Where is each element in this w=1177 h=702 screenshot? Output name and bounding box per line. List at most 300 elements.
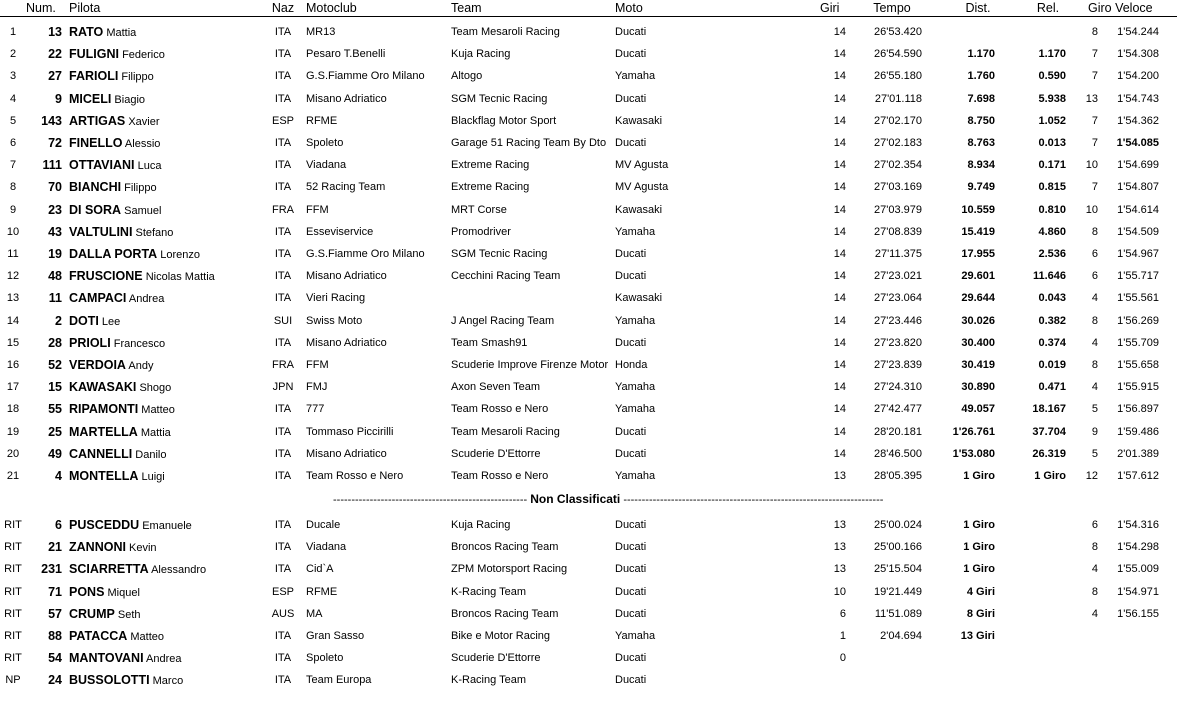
laps-cell: 10 [833, 585, 846, 598]
moto-cell: Ducati [615, 585, 647, 598]
gap-cell: 1.170 [967, 48, 995, 61]
gap-cell: 1.760 [967, 70, 995, 83]
position-cell: 13 [6, 292, 20, 305]
relative-gap-cell: 0.019 [1038, 359, 1066, 371]
result-row [0, 581, 1177, 603]
nationality-cell: ITA [274, 225, 292, 238]
moto-cell: Kawasaki [615, 114, 663, 127]
moto-cell: MV Agusta [615, 159, 669, 172]
fastest-lap-time: 1'56.269 [1117, 314, 1159, 327]
nationality-cell: ITA [274, 519, 292, 531]
rider-number: 70 [48, 180, 62, 195]
rider-number: 143 [41, 113, 62, 128]
team-cell: Blackflag Motor Sport [451, 114, 557, 127]
position-cell: RIT [4, 607, 22, 620]
rider-first-name: Seth [117, 608, 141, 621]
rider-number: 28 [48, 335, 62, 350]
laps-cell: 14 [833, 447, 846, 460]
fastest-lap-number: 8 [1091, 585, 1098, 598]
motoclub-cell: RFME [306, 585, 338, 598]
relative-gap-cell: 4.860 [1038, 225, 1066, 238]
rider-last-name: MARTELLA [69, 424, 138, 439]
fastest-lap-number: 4 [1091, 292, 1098, 305]
nationality-cell: ITA [274, 447, 292, 460]
non-classificati-separator [333, 489, 884, 509]
rider-number: 15 [48, 380, 62, 395]
result-row [0, 21, 1177, 43]
rider-first-name: Lee [101, 315, 121, 328]
rider-first-name: Andrea [146, 653, 182, 666]
fastest-lap-time: 1'56.155 [1117, 607, 1159, 620]
fastest-lap-number: 4 [1091, 607, 1098, 620]
result-row [0, 199, 1177, 221]
rider-name [69, 265, 269, 288]
header-dist: Dist. [965, 1, 991, 15]
laps-cell: 14 [833, 159, 846, 172]
nationality-cell: JPN [272, 381, 294, 394]
rider-name [69, 65, 269, 88]
time-cell: 19'21.449 [874, 585, 922, 598]
rider-name [69, 199, 269, 222]
position-cell: 6 [9, 137, 17, 149]
fastest-lap-time: 1'54.298 [1117, 541, 1159, 554]
laps-cell: 1 [839, 630, 846, 642]
rider-first-name: Federico [122, 49, 165, 62]
fastest-lap-number: 7 [1091, 181, 1098, 194]
rider-last-name: PATACCA [69, 629, 128, 643]
nationality-cell: ITA [274, 470, 292, 482]
result-row [0, 287, 1177, 309]
motoclub-cell: Viadana [306, 541, 347, 554]
moto-cell: Ducati [615, 541, 647, 554]
nationality-cell: ITA [274, 563, 292, 576]
rider-name [69, 398, 269, 421]
fastest-lap-time: 1'55.561 [1117, 292, 1159, 305]
fastest-lap-time: 1'54.614 [1117, 203, 1159, 216]
motoclub-cell: Tommaso Piccirilli [306, 425, 394, 438]
rider-name [69, 110, 269, 133]
motoclub-cell: FMJ [306, 381, 328, 394]
rider-number: 57 [48, 606, 62, 621]
team-cell: Scuderie Improve Firenze Motor [451, 359, 609, 371]
rider-number: 72 [48, 136, 62, 150]
fastest-lap-time: 1'54.509 [1117, 225, 1159, 238]
moto-cell: Ducati [615, 607, 647, 620]
rider-number: 25 [48, 424, 62, 439]
relative-gap-cell: 0.590 [1038, 70, 1066, 83]
result-row [0, 265, 1177, 287]
fastest-lap-number: 8 [1091, 26, 1098, 38]
time-cell: 27'02.183 [874, 137, 922, 149]
motoclub-cell: G.S.Fiamme Oro Milano [306, 70, 425, 83]
fastest-lap-time: 1'54.085 [1116, 137, 1159, 149]
team-cell: Scuderie D'Ettorre [451, 447, 541, 460]
rider-last-name: ARTIGAS [69, 113, 126, 128]
relative-gap-cell: 0.013 [1038, 137, 1066, 149]
nationality-cell: AUS [271, 607, 295, 620]
moto-cell: Ducati [615, 137, 647, 149]
gap-cell: 8.934 [967, 159, 995, 172]
motoclub-cell: Misano Adriatico [306, 270, 387, 283]
rider-last-name: RATO [69, 25, 104, 39]
motoclub-cell: FFM [306, 203, 329, 216]
rider-name [69, 176, 269, 199]
rider-first-name: Filippo [121, 71, 154, 84]
team-cell: Garage 51 Racing Team By Dto [451, 137, 607, 149]
rider-last-name: MANTOVANI [69, 651, 144, 666]
laps-cell: 14 [833, 292, 846, 305]
time-cell: 27'23.021 [874, 270, 922, 283]
motoclub-cell: Gran Sasso [306, 630, 365, 642]
laps-cell: 14 [833, 381, 846, 394]
moto-cell: Ducati [615, 48, 647, 61]
rider-last-name: PRIOLI [69, 335, 111, 350]
fastest-lap-time: 1'54.316 [1117, 519, 1159, 531]
team-cell: K-Racing Team [451, 585, 526, 598]
laps-cell: 14 [833, 225, 846, 238]
motoclub-cell: Swiss Moto [306, 314, 363, 327]
rider-number: 24 [48, 673, 62, 688]
gap-cell: 30.026 [961, 314, 995, 327]
nationality-cell: ITA [274, 292, 292, 305]
rider-name [69, 287, 269, 310]
fastest-lap-number: 12 [1085, 470, 1098, 482]
relative-gap-cell: 0.815 [1038, 181, 1066, 194]
rider-first-name: Matteo [141, 404, 175, 417]
rider-number: 27 [48, 69, 62, 84]
time-cell: 25'00.024 [874, 519, 922, 531]
moto-cell: Yamaha [615, 630, 656, 642]
rider-name [69, 43, 269, 66]
position-cell: 3 [9, 70, 17, 83]
fastest-lap-time: 1'54.699 [1117, 159, 1159, 172]
moto-cell: MV Agusta [615, 181, 669, 194]
moto-cell: Yamaha [615, 314, 656, 327]
rider-last-name: CAMPACI [69, 291, 127, 306]
motoclub-cell: FFM [306, 359, 329, 371]
rider-number: 43 [48, 224, 62, 239]
moto-cell: Ducati [615, 652, 647, 665]
rider-number: 23 [48, 202, 62, 217]
gap-cell: 8.750 [967, 114, 995, 127]
rider-number: 111 [42, 158, 62, 173]
nationality-cell: ITA [274, 248, 292, 260]
laps-cell: 14 [833, 425, 846, 438]
rider-name [69, 536, 269, 559]
rider-last-name: VALTULINI [69, 224, 133, 239]
position-cell: 11 [7, 248, 19, 260]
moto-cell: Yamaha [615, 225, 656, 238]
rider-first-name: Danilo [135, 448, 167, 461]
moto-cell: Ducati [615, 519, 647, 531]
rider-first-name: Xavier [128, 115, 160, 128]
header-moto: Moto [615, 1, 643, 15]
gap-cell: 1 Giro [963, 519, 995, 531]
rider-number: 52 [48, 358, 62, 372]
rider-first-name: Nicolas Mattia [145, 271, 215, 284]
rider-first-name: Alessio [124, 138, 161, 150]
rider-number: 19 [48, 247, 62, 261]
time-cell: 27'42.477 [874, 403, 922, 416]
rider-last-name: FINELLO [69, 136, 123, 150]
rider-last-name: FARIOLI [69, 69, 119, 84]
moto-cell: Yamaha [615, 470, 656, 482]
moto-cell: Ducati [615, 336, 647, 349]
result-row [0, 647, 1177, 669]
fastest-lap-time: 1'55.709 [1117, 336, 1159, 349]
moto-cell: Ducati [615, 563, 647, 576]
header-team: Team [451, 1, 482, 15]
laps-cell: 13 [833, 541, 846, 554]
fastest-lap-number: 7 [1091, 114, 1098, 127]
rider-name [69, 154, 269, 177]
nationality-cell: FRA [272, 359, 294, 371]
rider-number: 88 [48, 629, 62, 643]
relative-gap-cell: 1.052 [1038, 114, 1066, 127]
results-header [0, 0, 1177, 17]
rider-name [69, 21, 269, 44]
fastest-lap-number: 6 [1091, 519, 1098, 531]
result-row [0, 465, 1177, 487]
result-row [0, 110, 1177, 132]
rider-name [69, 132, 269, 155]
rider-last-name: PUSCEDDU [69, 518, 140, 532]
rider-last-name: MONTELLA [69, 469, 139, 483]
gap-cell: 8.763 [967, 137, 995, 149]
header-giri: Giri [820, 1, 840, 15]
team-cell: Team Smash91 [451, 336, 528, 349]
rider-first-name: Emanuele [142, 520, 192, 532]
result-row [0, 514, 1177, 536]
motoclub-cell: Pesaro T.Benelli [306, 48, 386, 61]
team-cell: Kuja Racing [451, 519, 511, 531]
header-num: Num. [26, 1, 56, 15]
position-cell: 12 [6, 270, 20, 283]
rider-name [69, 376, 269, 399]
laps-cell: 14 [833, 26, 846, 38]
team-cell: ZPM Motorsport Racing [451, 563, 568, 576]
relative-gap-cell: 18.167 [1032, 403, 1066, 416]
moto-cell: Ducati [615, 26, 647, 38]
time-cell: 27'02.354 [874, 159, 922, 172]
fastest-lap-number: 8 [1091, 541, 1098, 554]
rider-last-name: FULIGNI [69, 47, 119, 62]
motoclub-cell: Esseviservice [306, 225, 374, 238]
relative-gap-cell: 0.171 [1038, 159, 1066, 172]
separator-dashes-left: ----------------------------------------------------- [333, 494, 528, 506]
rider-number: 49 [48, 446, 62, 461]
rider-first-name: Luca [137, 160, 162, 173]
fastest-lap-number: 7 [1091, 70, 1098, 83]
time-cell: 11'51.089 [874, 607, 922, 620]
moto-cell: Yamaha [615, 403, 656, 416]
rider-name [69, 603, 269, 626]
nationality-cell: ESP [271, 585, 294, 598]
rider-first-name: Samuel [124, 204, 162, 217]
position-cell: 14 [6, 314, 20, 327]
rider-first-name: Biagio [114, 93, 145, 106]
result-row [0, 88, 1177, 110]
time-cell: 27'03.169 [874, 181, 922, 194]
fastest-lap-time: 1'57.612 [1117, 470, 1159, 482]
position-cell: RIT [4, 563, 22, 576]
team-cell: Altogo [451, 70, 483, 83]
position-cell: 9 [9, 203, 17, 216]
nationality-cell: ITA [274, 425, 292, 438]
team-cell: Team Rosso e Nero [451, 470, 549, 482]
rider-first-name: Mattia [106, 27, 137, 39]
rider-number: 2 [55, 313, 62, 328]
relative-gap-cell: 0.382 [1038, 314, 1066, 327]
rider-name [69, 558, 269, 581]
motoclub-cell: RFME [306, 114, 338, 127]
motoclub-cell: Cid`A [306, 563, 334, 576]
time-cell: 26'55.180 [874, 70, 922, 83]
nationality-cell: ITA [274, 270, 292, 283]
fastest-lap-number: 13 [1085, 92, 1098, 105]
rider-last-name: SCIARRETTA [69, 562, 149, 577]
time-cell: 27'23.446 [874, 314, 922, 327]
fastest-lap-number: 6 [1091, 270, 1098, 283]
rider-first-name: Marco [152, 675, 184, 688]
position-cell: RIT [4, 541, 22, 554]
rider-last-name: VERDOIA [69, 358, 126, 372]
gap-cell: 15.419 [961, 225, 995, 238]
rider-number: 54 [48, 651, 62, 666]
position-cell: 19 [6, 425, 20, 438]
result-row [0, 669, 1177, 691]
fastest-lap-time: 1'55.009 [1117, 563, 1159, 576]
team-cell: Cecchini Racing Team [451, 270, 561, 283]
time-cell: 27'24.310 [874, 381, 922, 394]
rider-name [69, 625, 269, 648]
motoclub-cell: Spoleto [306, 137, 344, 149]
position-cell: 17 [6, 381, 20, 394]
gap-cell: 29.601 [961, 270, 995, 283]
time-cell: 26'54.590 [874, 48, 922, 61]
motoclub-cell: Ducale [306, 519, 341, 531]
separator-label: Non Classificati [530, 492, 621, 506]
fastest-lap-time: 1'54.362 [1117, 114, 1159, 127]
fastest-lap-time: 1'54.743 [1117, 92, 1159, 105]
laps-cell: 14 [833, 137, 846, 149]
team-cell: SGM Tecnic Racing [451, 92, 548, 105]
laps-cell: 14 [833, 203, 846, 216]
rider-first-name: Filippo [124, 182, 157, 195]
position-cell: 5 [9, 114, 17, 127]
team-cell: Promodriver [451, 225, 511, 238]
nationality-cell: SUI [273, 314, 293, 327]
rider-number: 48 [48, 269, 62, 284]
gap-cell: 17.955 [961, 248, 995, 260]
relative-gap-cell: 5.938 [1038, 92, 1066, 105]
motoclub-cell: 52 Racing Team [306, 181, 386, 194]
time-cell: 28'46.500 [874, 447, 922, 460]
team-cell: Team Mesaroli Racing [451, 425, 560, 438]
moto-cell: Ducati [615, 92, 647, 105]
nationality-cell: ITA [274, 336, 292, 349]
moto-cell: Ducati [615, 447, 647, 460]
gap-cell: 1 Giro [963, 541, 995, 554]
laps-cell: 14 [833, 359, 846, 371]
motoclub-cell: MA [306, 607, 323, 620]
header-tempo: Tempo [873, 1, 911, 15]
rider-name [69, 465, 269, 488]
gap-cell: 30.890 [961, 381, 995, 394]
result-row [0, 376, 1177, 398]
result-row [0, 558, 1177, 580]
fastest-lap-time: 1'55.717 [1117, 270, 1159, 283]
result-row [0, 625, 1177, 647]
fastest-lap-number: 10 [1085, 159, 1098, 172]
fastest-lap-time: 1'55.658 [1117, 359, 1159, 371]
position-cell: 15 [6, 336, 20, 349]
result-row [0, 221, 1177, 243]
position-cell: 16 [6, 359, 20, 371]
laps-cell: 14 [833, 403, 846, 416]
nationality-cell: ITA [274, 92, 292, 105]
position-cell: RIT [4, 630, 22, 642]
laps-cell: 14 [833, 92, 846, 105]
motoclub-cell: Team Rosso e Nero [306, 470, 404, 482]
fastest-lap-number: 10 [1085, 203, 1098, 216]
rider-last-name: FRUSCIONE [69, 269, 143, 284]
rider-last-name: DOTI [69, 313, 99, 328]
result-row [0, 354, 1177, 376]
gap-cell: 9.749 [967, 181, 995, 194]
position-cell: 21 [6, 470, 20, 482]
rider-last-name: DALLA PORTA [69, 247, 158, 261]
position-cell: 4 [9, 92, 17, 105]
rider-first-name: Miquel [107, 586, 140, 599]
position-cell: RIT [4, 652, 22, 665]
gap-cell: 1 Giro [963, 563, 995, 576]
nationality-cell: ITA [274, 181, 292, 194]
laps-cell: 14 [833, 248, 846, 260]
nationality-cell: ITA [274, 48, 292, 61]
gap-cell: 4 Giri [966, 585, 995, 598]
rider-name [69, 243, 269, 266]
gap-cell: 8 Giri [966, 607, 995, 620]
rider-last-name: CRUMP [69, 606, 115, 621]
fastest-lap-time: 1'54.967 [1117, 248, 1159, 260]
motoclub-cell: MR13 [306, 26, 336, 38]
fastest-lap-time: 1'59.486 [1117, 425, 1159, 438]
fastest-lap-time: 2'01.389 [1117, 447, 1159, 460]
header-rel: Rel. [1036, 1, 1060, 15]
result-row [0, 332, 1177, 354]
fastest-lap-number: 8 [1091, 359, 1098, 371]
laps-cell: 14 [833, 70, 846, 83]
moto-cell: Ducati [615, 425, 647, 438]
rider-first-name: Luigi [141, 471, 165, 483]
fastest-lap-number: 4 [1091, 563, 1098, 576]
fastest-lap-time: 1'55.915 [1117, 381, 1159, 394]
team-cell: Extreme Racing [451, 181, 530, 194]
gap-cell: 49.057 [961, 403, 995, 416]
motoclub-cell: G.S.Fiamme Oro Milano [306, 248, 425, 260]
rider-number: 6 [55, 518, 62, 532]
result-row [0, 243, 1177, 265]
nationality-cell: ESP [271, 114, 294, 127]
rider-name [69, 581, 269, 604]
rider-name [69, 310, 269, 333]
rider-first-name: Andy [128, 360, 154, 372]
position-cell: 18 [6, 403, 20, 416]
header-giro-veloce: Giro Veloce [1088, 1, 1153, 15]
rider-name [69, 354, 269, 377]
fastest-lap-number: 7 [1091, 137, 1098, 149]
